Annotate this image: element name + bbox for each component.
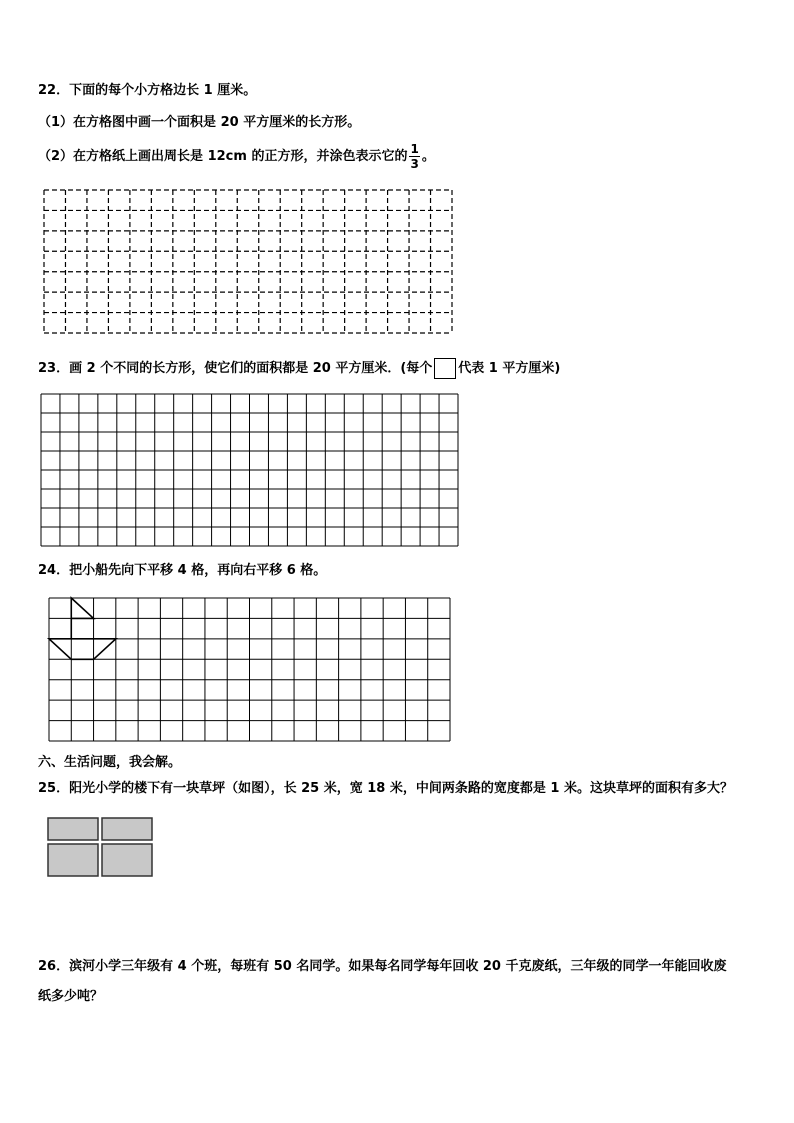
q22-title: 22．下面的每个小方格边长 1 厘米。 [38,83,257,98]
q23-text [38,358,560,379]
q22-part1: （1）在方格图中画一个面积是 20 平方厘米的长方形。 [38,115,361,130]
grid-q24-boat[interactable] [49,598,450,741]
boat-sail [71,598,93,618]
lawn-plot-4 [102,844,152,876]
q23-text-after: 代表 1 平方厘米) [458,361,561,376]
lawn-plot-2 [102,818,152,840]
lawn-plot-3 [48,844,98,876]
grid-q23[interactable] [41,394,458,546]
fraction-denominator: 3 [410,157,419,171]
q22-part2-text: （2）在方格纸上画出周长是 12cm 的正方形，并涂色表示它的 [38,149,408,164]
boat-hull [49,639,116,659]
q23-text-before: 23．画 2 个不同的长方形，使它们的面积都是 20 平方厘米．(每个 [38,361,433,376]
q25-text: 25．阳光小学的楼下有一块草坪（如图），长 25 米，宽 18 米，中间两条路的宽度都是 1 米。这块草坪的面积有多大？ [38,781,733,796]
q24-text: 24．把小船先向下平移 4 格，再向右平移 6 格。 [38,563,327,578]
fraction-one-third [409,142,419,171]
section6-title: 六、生活问题，我会解。 [38,755,182,770]
q22-part2-end: 。 [421,149,435,164]
unit-square-icon [434,358,456,379]
dashed-grid-q22[interactable] [44,190,452,333]
q26-line1: 26．滨河小学三年级有 4 个班，每班有 50 名同学。如果每名同学每年回收 20 千克废纸，三年级的同学一年能回收废 [38,959,727,974]
fraction-numerator: 1 [410,142,419,156]
q26-line2: 纸多少吨？ [38,989,104,1004]
q22-part2 [38,142,435,171]
lawn-plot-1 [48,818,98,840]
lawn-diagram [48,818,152,876]
